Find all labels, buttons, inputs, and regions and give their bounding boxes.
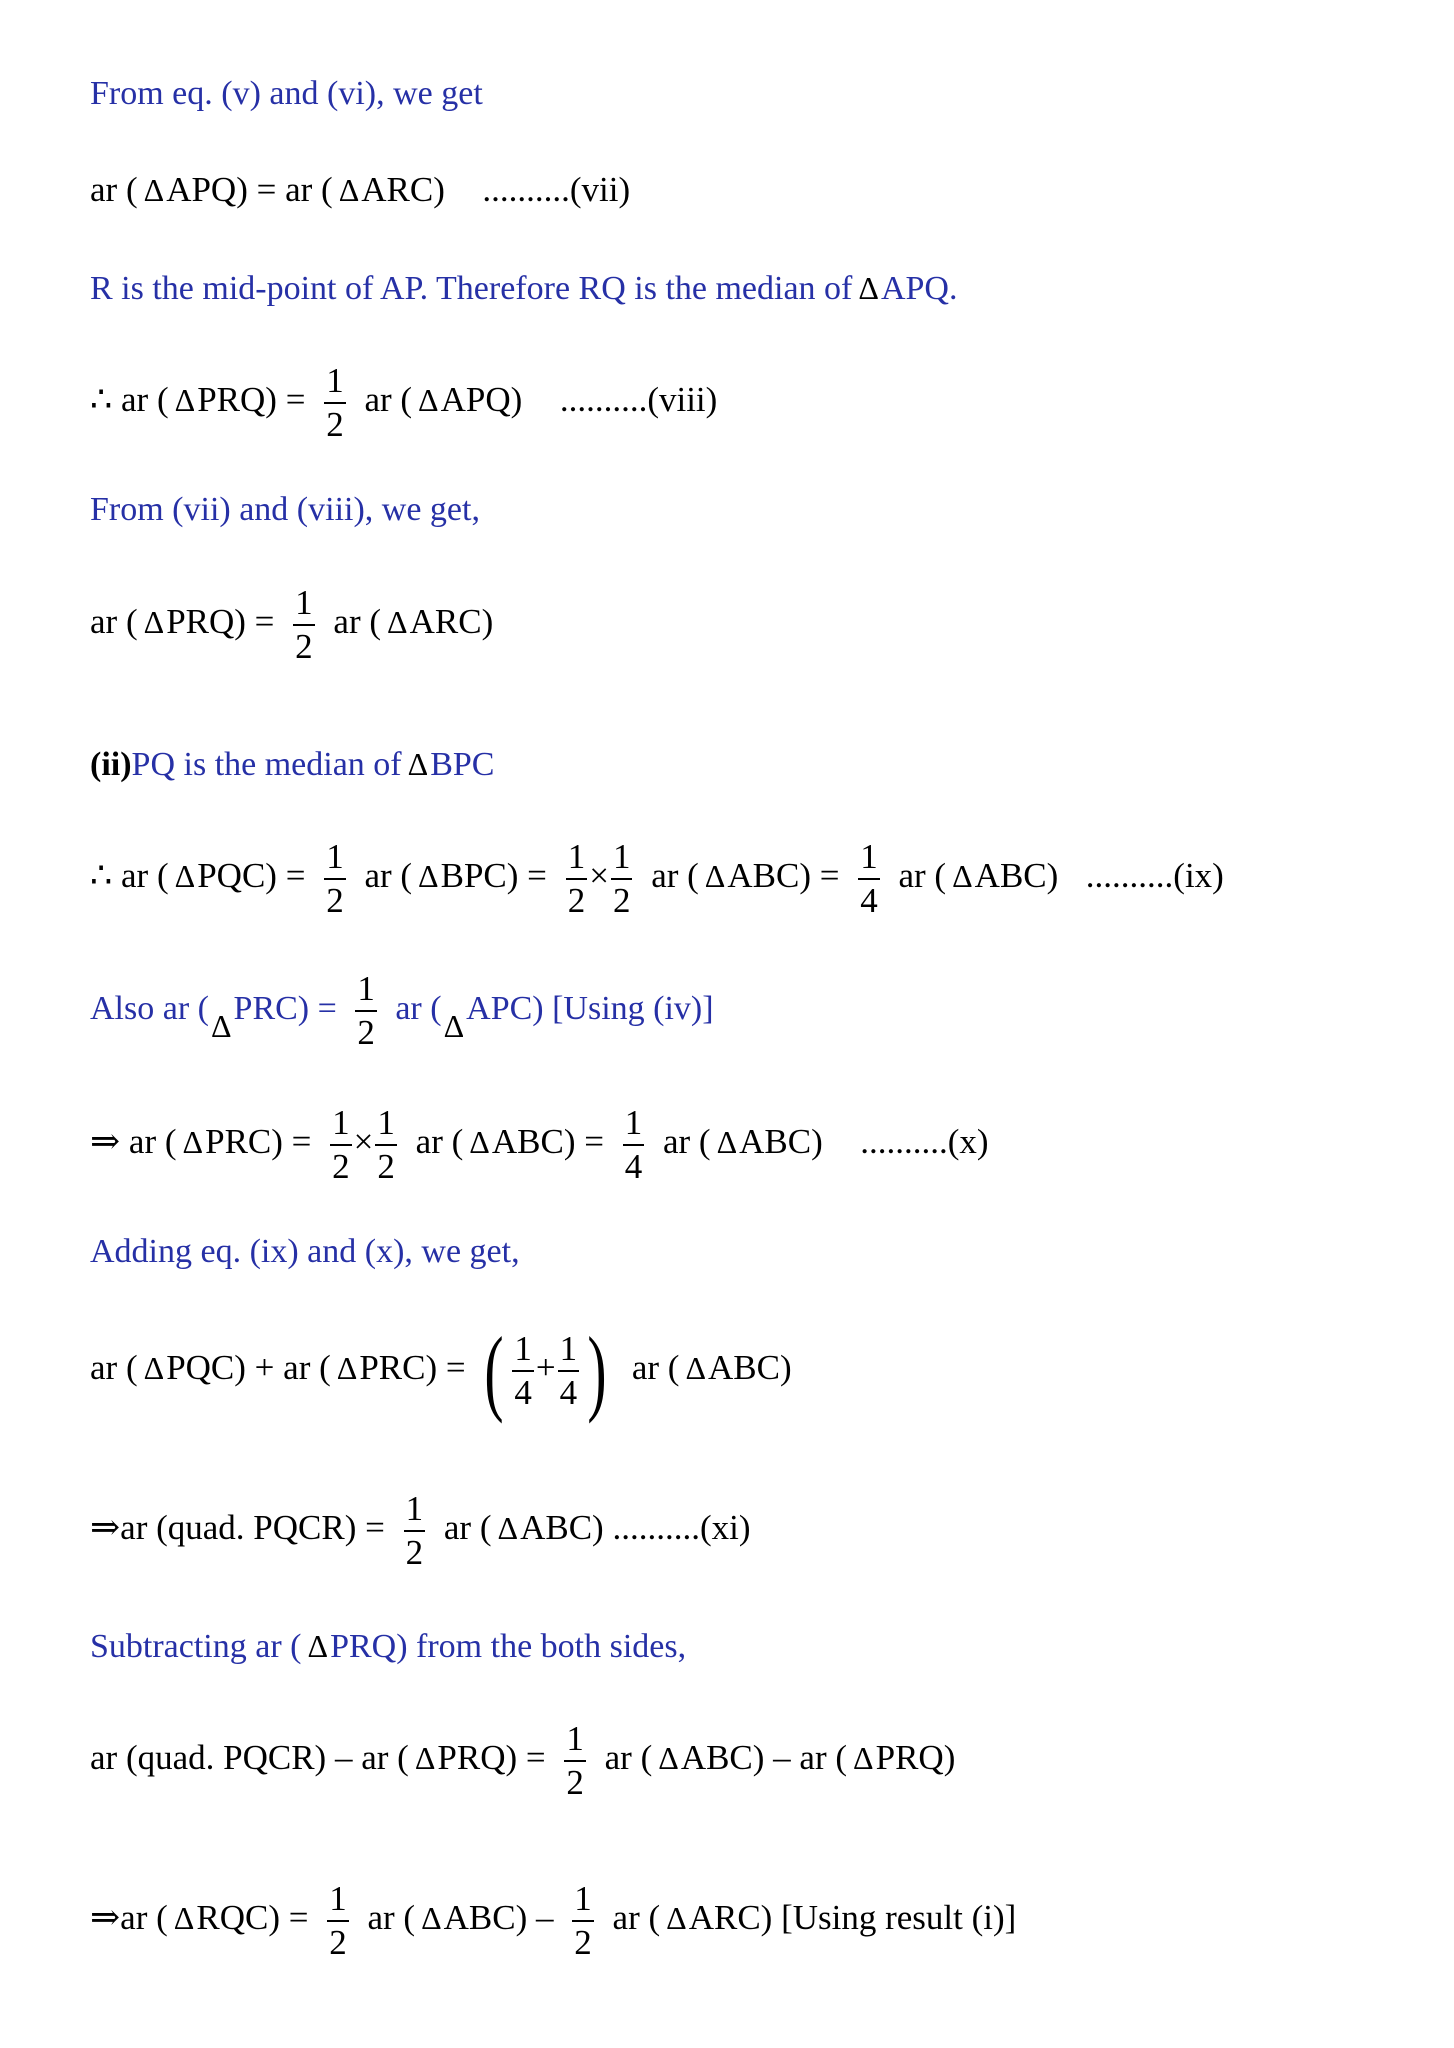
eq-part: PRQ) = — [166, 602, 275, 642]
eq-part: APQ) — [440, 380, 523, 420]
triangle-symbol: Δ — [407, 746, 429, 782]
triangle-symbol: Δ — [143, 172, 165, 208]
equation-ix — [90, 838, 1224, 920]
triangle-symbol: Δ — [174, 858, 196, 895]
triangle-symbol: Δ — [418, 382, 439, 419]
eq-part: ar ( — [90, 1348, 138, 1388]
fraction-half: $\frac{1}{2}$ — [612, 837, 631, 920]
eq-part: BPC) = — [440, 856, 547, 896]
triangle-symbol: Δ — [421, 1900, 442, 1937]
plus-symbol: + — [535, 1348, 556, 1388]
eq-part: ABC) — [739, 1122, 823, 1162]
eq-part: ar ( — [631, 1348, 680, 1388]
eq-part: ABC) = — [491, 1122, 604, 1162]
triangle-symbol: Δ — [336, 1350, 358, 1387]
eq-part: ar ( — [120, 1898, 168, 1938]
triangle-symbol: Δ — [387, 604, 408, 641]
times-symbol: × — [353, 1122, 374, 1162]
text-part: PQ is the median of — [131, 746, 402, 783]
part-label: (ii) — [90, 746, 132, 783]
equation-tag: ..........(ix) — [1085, 856, 1224, 896]
text-part: Also ar ( — [90, 989, 209, 1027]
implies-symbol: ⇒ — [90, 1897, 121, 1938]
equation-viii — [90, 362, 717, 444]
equation-prq-arc — [90, 584, 493, 666]
triangle-symbol: Δ — [173, 1900, 195, 1937]
text-part: R is the mid-point of AP. Therefore RQ is the median of — [90, 270, 853, 307]
text-subtracting — [90, 1626, 686, 1667]
right-paren-large: ) — [587, 1317, 607, 1424]
equation-vii — [90, 170, 630, 210]
left-paren-large: ( — [484, 1317, 504, 1424]
eq-part: ∴ ar ( — [90, 856, 169, 896]
eq-part: ar ( — [612, 1898, 661, 1938]
eq-part: ar ( — [651, 856, 699, 896]
text-part: APQ. — [880, 270, 958, 307]
triangle-symbol: Δ — [143, 604, 165, 641]
fraction-half: $\frac{1}{2}$ — [574, 1879, 592, 1962]
eq-part: ABC) — [974, 856, 1059, 896]
eq-part: PQC) = — [197, 856, 306, 896]
text-from-vii-viii: From (vii) and (viii), we get, — [90, 491, 480, 528]
eq-part: ar (quad. PQCR) = — [120, 1508, 385, 1548]
triangle-symbol: Δ — [443, 1007, 465, 1044]
fraction-half: $\frac{1}{2}$ — [326, 361, 344, 444]
equation-also — [90, 970, 714, 1052]
fraction-quarter: $\frac{1}{4}$ — [860, 837, 878, 920]
triangle-symbol: Δ — [414, 1740, 436, 1777]
fraction-half: $\frac{1}{2}$ — [405, 1489, 424, 1572]
eq-part: ar ( — [333, 602, 382, 642]
triangle-symbol: Δ — [182, 1124, 204, 1161]
eq-part: ar ( — [662, 1122, 711, 1162]
eq-part: ar ( — [90, 602, 138, 642]
eq-part: ARC) [Using result (i)] — [688, 1898, 1017, 1938]
triangle-symbol: Δ — [497, 1510, 519, 1547]
eq-part: APQ) = ar ( — [166, 170, 333, 209]
triangle-symbol: Δ — [307, 1628, 329, 1664]
text-part: BPC — [430, 746, 495, 783]
eq-part: ar ( — [898, 856, 947, 896]
eq-part: ar ( — [364, 380, 413, 420]
text-mid-point — [90, 268, 958, 309]
eq-part: ABC) – — [443, 1898, 554, 1938]
triangle-symbol: Δ — [716, 1124, 738, 1161]
equation-subtract — [90, 1720, 955, 1802]
eq-part: ar ( — [128, 1122, 177, 1162]
triangle-symbol: Δ — [418, 858, 439, 895]
triangle-symbol: Δ — [858, 270, 879, 306]
eq-part: PRQ) — [875, 1738, 956, 1778]
text-part: PRQ) from the both sides, — [330, 1628, 687, 1665]
eq-part: ar ( — [415, 1122, 464, 1162]
eq-part: ar ( — [90, 170, 138, 209]
triangle-symbol: Δ — [853, 1740, 874, 1777]
equation-tag: ..........(vii) — [482, 170, 631, 209]
fraction-half: $\frac{1}{2}$ — [357, 969, 375, 1052]
fraction-half: $\frac{1}{2}$ — [295, 583, 313, 666]
implies-symbol: ⇒ — [90, 1121, 121, 1162]
fraction-quarter: $\frac{1}{4}$ — [624, 1103, 643, 1186]
fraction-half: $\frac{1}{2}$ — [332, 1103, 350, 1186]
text-adding: Adding eq. (ix) and (x), we get, — [90, 1233, 520, 1270]
eq-part: ∴ ar ( — [90, 380, 169, 420]
triangle-symbol: Δ — [210, 1007, 232, 1044]
eq-part: PRQ) = — [437, 1738, 546, 1778]
triangle-symbol: Δ — [666, 1900, 687, 1937]
eq-part: PQC) + ar ( — [166, 1348, 331, 1388]
triangle-symbol: Δ — [658, 1740, 679, 1777]
eq-part: ARC) — [361, 170, 445, 209]
triangle-symbol: Δ — [704, 858, 726, 895]
text-part-ii — [90, 744, 494, 785]
eq-part: ABC) – ar ( — [680, 1738, 848, 1778]
fraction-quarter: $\frac{1}{4}$ — [514, 1329, 532, 1412]
eq-part: ar (quad. PQCR) – ar ( — [90, 1738, 409, 1778]
text-from-v-vi: From eq. (v) and (vi), we get — [90, 75, 483, 112]
triangle-symbol: Δ — [952, 858, 973, 895]
eq-part: ar ( — [604, 1738, 653, 1778]
eq-part: ARC) — [409, 602, 494, 642]
equation-x — [90, 1104, 989, 1186]
equation-tag: ..........(xi) — [612, 1508, 751, 1548]
eq-part: ar ( — [443, 1508, 492, 1548]
eq-part: PRC) = — [205, 1122, 312, 1162]
eq-part: ar ( — [364, 856, 413, 896]
equation-tag: ..........(x) — [860, 1122, 989, 1162]
fraction-half: $\frac{1}{2}$ — [326, 837, 344, 920]
triangle-symbol: Δ — [143, 1350, 165, 1387]
triangle-symbol: Δ — [469, 1124, 490, 1161]
equation-sum — [90, 1317, 792, 1424]
triangle-symbol: Δ — [338, 172, 360, 208]
eq-part: PRQ) = — [197, 380, 306, 420]
eq-part: ar ( — [367, 1898, 416, 1938]
text-part: Subtracting ar ( — [90, 1628, 302, 1665]
eq-part: ABC) — [708, 1348, 792, 1388]
triangle-symbol: Δ — [685, 1350, 707, 1387]
fraction-half: $\frac{1}{2}$ — [567, 837, 586, 920]
eq-part: ABC) — [520, 1508, 604, 1548]
triangle-symbol: Δ — [174, 382, 196, 419]
fraction-half: $\frac{1}{2}$ — [566, 1719, 584, 1802]
fraction-quarter: $\frac{1}{4}$ — [559, 1329, 578, 1412]
implies-symbol: ⇒ — [90, 1507, 121, 1548]
text-part: ar ( — [395, 989, 442, 1027]
equation-tag: ..........(viii) — [559, 380, 718, 420]
eq-part: ABC) = — [727, 856, 840, 896]
eq-part: RQC) = — [196, 1898, 309, 1938]
equation-rqc — [90, 1880, 1016, 1962]
eq-part: PRC) = — [359, 1348, 466, 1388]
text-part: APC) [Using (iv)] — [466, 989, 714, 1027]
times-symbol: × — [589, 856, 609, 896]
text-part: PRC) = — [233, 989, 337, 1027]
equation-xi — [90, 1490, 751, 1572]
fraction-half: $\frac{1}{2}$ — [329, 1879, 347, 1962]
fraction-half: $\frac{1}{2}$ — [377, 1103, 395, 1186]
